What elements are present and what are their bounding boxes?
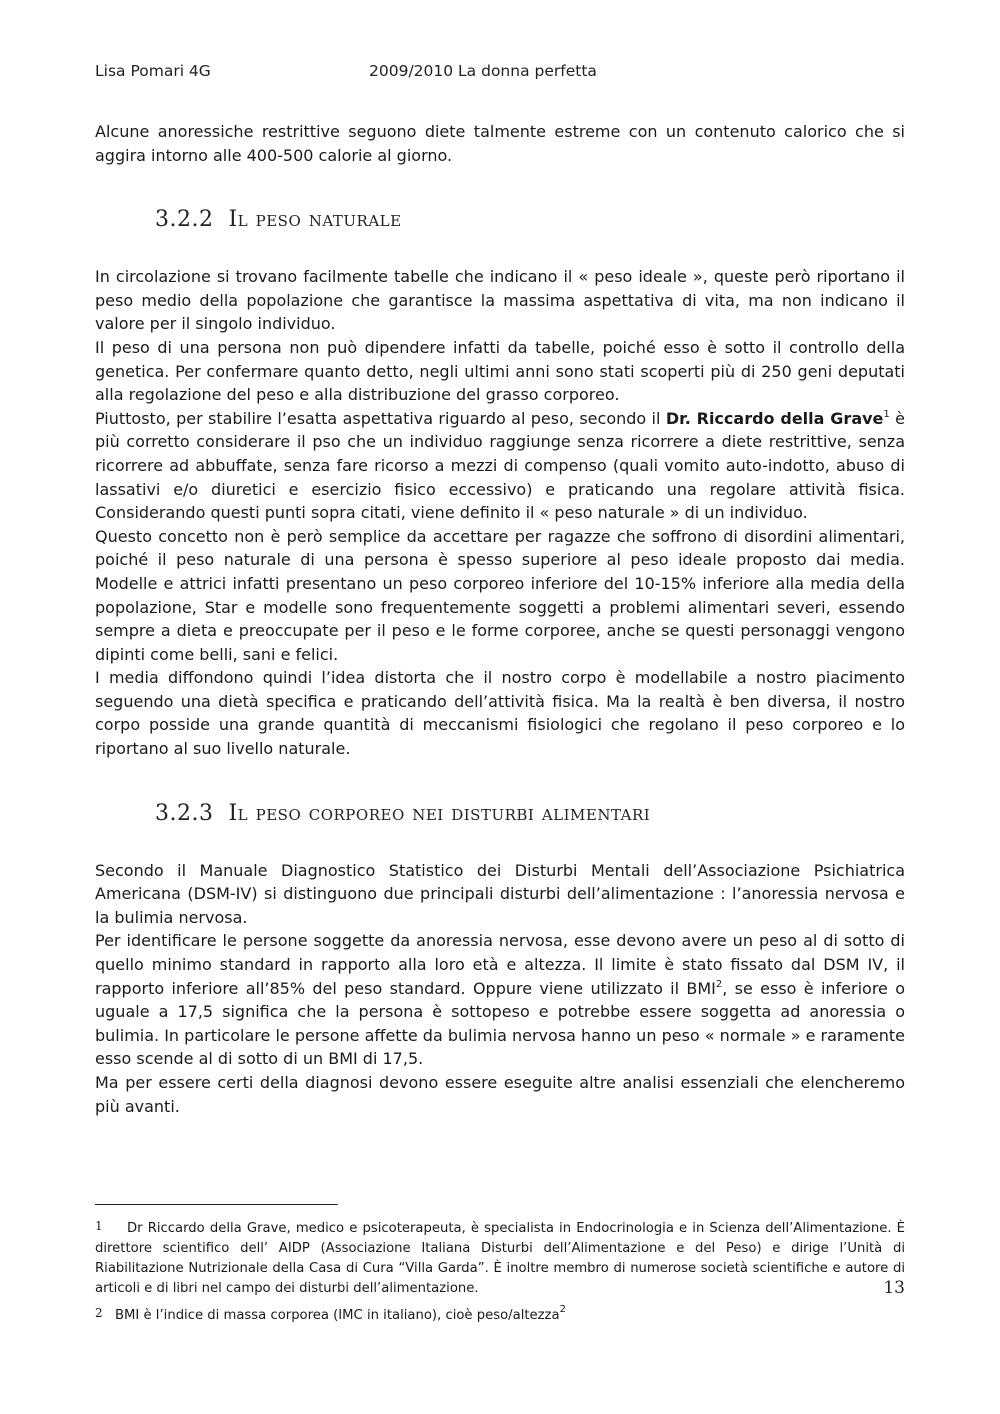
paragraph-text: Piuttosto, per stabilire l’esatta aspettativa riguardo al peso, secondo il [95,408,666,428]
footnote-ref: 2 [715,978,723,990]
page-body [95,120,905,1118]
paragraph: I media diffondono quindi l’idea distorta che il nostro corpo è modellabile a nostro piacimento seguendo una dietà specifica e praticando dell’attività fisica. Ma la realtà è ben diversa, il nostro corpo posside una grande quantità di meccanismi fisiologici che regolano il peso corporeo e lo riportano al suo livello naturale. [95,668,905,759]
section-title: Il peso naturale [228,207,402,233]
section-heading-3-2-2 [95,207,905,232]
footnote-text: BMI è l’indice di massa corporea (IMC in italiano), cioè peso/altezza [115,1308,560,1323]
section-title: Il peso corporeo nei disturbi alimentari [228,800,651,826]
section-number: 3.2.2 [155,207,214,233]
header-author: Lisa Pomari 4G [95,62,211,80]
footnote-ref: 1 [883,408,890,420]
footnote-divider [95,1204,338,1205]
intro-paragraph: Alcune anoressiche restrittive seguono diete talmente estreme con un contenuto calorico che si aggira intorno alle 400-500 calorie al giorno. [95,122,905,165]
paragraph [95,407,905,525]
footnote-2 [95,1303,905,1326]
page-number: 13 [883,1278,905,1298]
section-number: 3.2.3 [155,800,214,826]
paragraph: Questo concetto non è però semplice da accettare per ragazze che soffrono di disordini alimentari, poiché il peso naturale di una persona è spesso superiore al peso ideale proposto dai media. Modelle e attrici infatti presentano un peso corporeo inferiore del 10-15% inferiore alla media della popolazione, Star e modelle sono frequentemente soggetti a problemi alimentari severi, essendo sempre a dieta e preoccupate per il peso e le forme corporee, anche se questi personaggi vengono dipinti come belli, sani e felici. [95,526,905,664]
author-name-bold: Dr. Riccardo della Grave [665,408,884,428]
paragraph-text: è più corretto considerare il pso che un individuo raggiunge senza ricorrere a diete restrittive, senza ricorrere ad abbuffate, senza fare ricorso a mezzi di compenso (quali vomito auto-indotto, abuso di lassativi e/o diuretici e esercizio fisico eccessivo) e praticando una regolare attività fisica. Considerando questi punti sopra citati, viene definito il « peso naturale » di un individuo. [95,408,905,523]
footnote-text: Dr Riccardo della Grave, medico e psicoterapeuta, è specialista in Endocrinologia e in Scienza dell’Alimentazione. È direttore scientifico dell’ AIDP (Associazione Italiana Disturbi dell’Alimentazione e del Peso) e dirige l’Unità di Riabilitazione Nutrizionale della Casa di Cura “Villa Garda”. È inoltre membro di numerose società scientifiche e autore di articoli e di libri nel campo dei disturbi dell’alimentazione. [95,1221,905,1296]
footnote-number: 1 [95,1219,103,1233]
section-heading-3-2-3 [95,801,905,826]
paragraph: In circolazione si trovano facilmente tabelle che indicano il « peso ideale », queste però riportano il peso medio della popolazione che garantisce la massima aspettativa di vita, ma non indicano il valore per il singolo individuo. [95,267,905,334]
footnote-number: 2 [95,1306,103,1320]
footnote-1 [95,1216,905,1299]
paragraph-text: , se esso è inferiore o uguale a 17,5 significa che la persona è sottopeso e potrebbe essere soggetta ad anoressia o bulimia. In particolare le persone affette da bulimia nervosa hanno un peso « normale » e raramente esso scende al di sotto di un BMI di 17,5. [95,978,906,1069]
footnotes [95,1216,905,1326]
paragraph [95,929,905,1071]
paragraph-text: Per identificare le persone soggette da anoressia nervosa, esse devono avere un peso al di sotto di quello minimo standard in rapporto alla loro età e altezza. Il limite è stato fissato dal DSM IV, il rapporto inferiore all’85% del peso standard. Oppure viene utilizzato il BMI [95,931,905,998]
header-title: 2009/2010 La donna perfetta [369,62,597,80]
paragraph: Secondo il Manuale Diagnostico Statistico dei Disturbi Mentali dell’Associazione Psichiatrica Americana (DSM-IV) si distinguono due principali disturbi dell’alimentazione : l’anoressia nervosa e la bulimia nervosa. [95,860,905,927]
paragraph: Il peso di una persona non può dipendere infatti da tabelle, poiché esso è sotto il controllo della genetica. Per confermare quanto detto, negli ultimi anni sono stati scoperti più di 250 geni deputati alla regolazione del peso e alla distribuzione del grasso corporeo. [95,337,905,405]
paragraph: Ma per essere certi della diagnosi devono essere eseguite altre analisi essenziali che elencheremo più avanti. [95,1073,905,1116]
superscript: 2 [559,1304,566,1315]
